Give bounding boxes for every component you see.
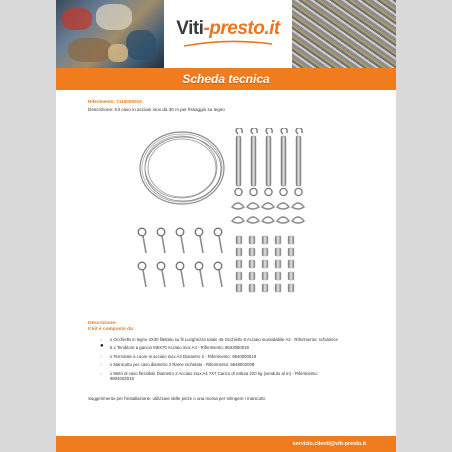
contact-email-link[interactable]: servizio.clienti@viti-presto.it	[292, 441, 366, 447]
bullet: ○	[100, 337, 103, 342]
description-heading: Descrizione:	[88, 321, 117, 326]
thimble-icon	[232, 203, 304, 223]
list-item	[100, 354, 340, 360]
tools-photo	[56, 0, 164, 68]
list-item	[100, 362, 340, 368]
eye-screw-icon	[138, 228, 222, 287]
page-title: Scheda tecnica	[182, 72, 270, 86]
list-item	[100, 337, 340, 343]
product-description: Descrizione: Kit cavo in acciaio inox da 30 m per fissaggio su legno	[88, 107, 225, 112]
bullet: ●	[100, 343, 104, 350]
logo-part-2: -presto.it	[203, 18, 280, 39]
list-item-text: 5 x Tenditore a gancio M5X70 Acciaio inox A4 - Riferimento: 9633050019	[110, 345, 249, 351]
wire-coil-icon	[140, 132, 224, 204]
list-item	[100, 345, 340, 351]
bullet: ○	[100, 353, 103, 359]
installation-tip: Suggerimento per l'installazione: utilizzare delle pinze o una morsa per stringere i manicotti.	[88, 396, 266, 401]
list-item-text: x Manicotto per cavo diametro 2 Rame nichelato - Riferimento: 9648002008	[110, 362, 255, 368]
logo-part-1: Viti	[176, 18, 204, 39]
kit-contents-heading: Il kit è composto da:	[88, 327, 135, 332]
kit-contents-list	[100, 337, 340, 385]
datasheet-page	[56, 0, 396, 452]
logo-text	[176, 18, 280, 40]
product-image	[134, 128, 334, 298]
title-band	[56, 68, 396, 90]
reference-code: Riferimento: 7115000019	[88, 99, 142, 104]
list-item-text: x Occhiello in legno 4X30 filettato su fil Lunghezza totale 45 Occhiello 8 Acciaio inossidabile A2 - Riferimento: schiarisce	[110, 337, 338, 342]
bullet: ○	[100, 362, 103, 368]
list-item	[100, 371, 340, 382]
header	[56, 0, 396, 68]
screws-photo	[292, 0, 396, 68]
turnbuckle-icon	[235, 128, 302, 196]
logo-swoosh-icon	[182, 40, 274, 48]
sleeve-icon	[236, 236, 294, 292]
list-item-text: x Metri di cavo flessibile Diametro 2 Acciaio inox A4 7X7 Carico di rottura 220 kg (venduto al m) - Riferimento: 9804002018	[110, 370, 319, 382]
footer	[56, 436, 396, 452]
bullet: ○	[100, 370, 103, 376]
brand-logo	[166, 8, 290, 58]
kit-section-title	[88, 321, 134, 333]
list-item-text: x Terminale a cuore in acciaio inox A4 Diametro 2 - Riferimento: 9640000019	[110, 353, 257, 359]
